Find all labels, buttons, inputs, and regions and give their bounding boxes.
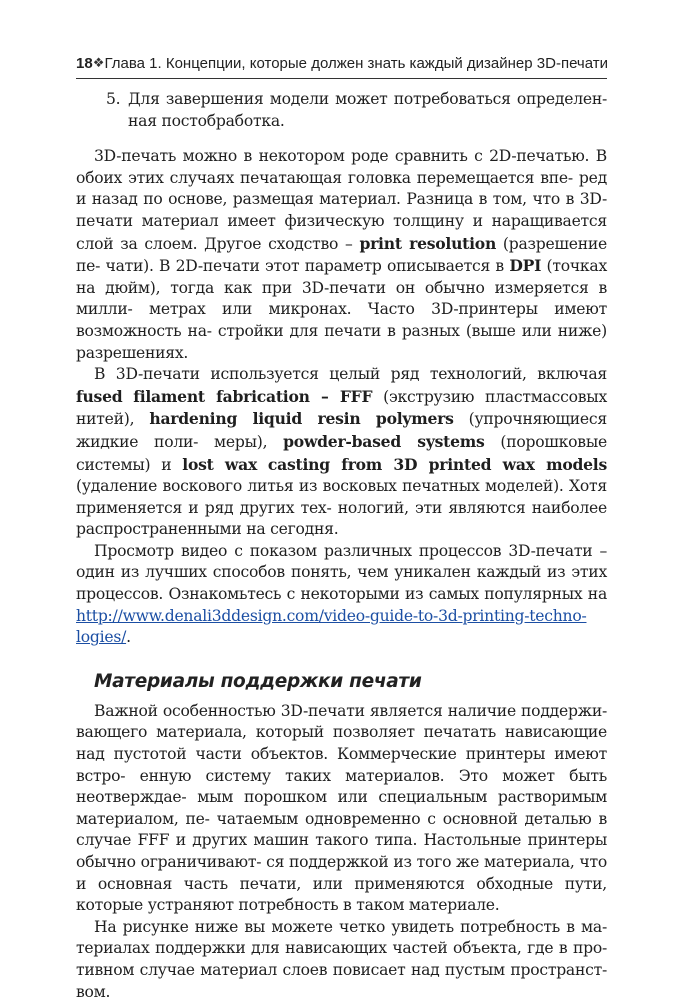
- term-resin-polymers: hardening liquid resin polymers: [149, 409, 454, 429]
- text-line: (экструзию пластмассовых нитей),: [76, 387, 607, 429]
- text-line: В 3D-печати используется целый ряд технологий, включая: [94, 365, 607, 384]
- text-line: дюйм), тогда как при 3D-печати он обычно измеряется в милли-: [76, 278, 607, 319]
- text-line: чатаемым одновременно с основной деталью в случае FFF и других: [76, 809, 607, 850]
- text-line: Просмотр видео с показом различных процессов 3D-печати –: [94, 541, 607, 560]
- text-line: ная постобработка.: [128, 111, 285, 130]
- text-line: процессов. Ознакомьтесь с некоторыми из самых популярных на: [76, 585, 607, 604]
- text-line: слой за слоем. Другое сходство –: [76, 234, 353, 253]
- section-heading: Материалы поддержки печати: [94, 670, 422, 692]
- text-line: мым порошком или специальным растворимым материалом, пе-: [76, 788, 607, 828]
- text-line: один из лучших способов понять, чем уникален каждый из этих: [76, 563, 607, 582]
- text-line: стройки для печати в разных (выше или ниже) разрешениях.: [76, 321, 607, 362]
- list-item-text: [128, 89, 607, 132]
- text-line: 3D-печать можно в некотором роде сравнить с 2D-печатью.: [94, 147, 590, 166]
- text-line: чати). В 2D-печати этот параметр описывается в: [105, 257, 504, 276]
- chapter-title: Глава 1. Концепции, которые должен знать каждый дизайнер 3D-печати: [104, 54, 608, 72]
- term-lost-wax: lost wax: [182, 454, 257, 474]
- text-line: Важной особенностью 3D-печати является наличие поддержи-: [94, 701, 607, 720]
- text-line: (разрешение пе-: [76, 234, 607, 276]
- list-item: [106, 89, 607, 132]
- paragraph-video: [76, 541, 607, 649]
- page-body: [76, 89, 607, 1003]
- text-line: восковых печатных моделей). Хотя применяется и ряд других тех-: [76, 477, 607, 517]
- text-line: метрах или микронах. Часто 3D-принтеры имеют возможность на-: [76, 300, 607, 340]
- text-line: .: [126, 628, 131, 647]
- term-print-resolution: print resolution: [359, 233, 497, 253]
- text-line: В обоих этих случаях печатающая головка перемещается впе-: [76, 147, 607, 187]
- header-rule: [76, 78, 607, 79]
- text-line: (упрочняющиеся жидкие поли-: [76, 410, 607, 451]
- term-powder-based: powder-based systems: [283, 431, 485, 451]
- text-line: или применяются обходные пути, которые устраняют потребность: [76, 874, 607, 915]
- paragraph-support-materials: [76, 701, 607, 917]
- text-line: нологий, эти являются наиболее распространенными на сегодня.: [76, 498, 607, 539]
- text-line: (точках на: [76, 257, 607, 297]
- text-line: (порошковые системы) и: [76, 432, 607, 474]
- ornament-icon: ❖: [92, 55, 105, 70]
- text-line: териалах поддержки для нависающих частей объекта, где в про-: [76, 939, 607, 958]
- term-lost-wax: casting from 3D printed wax models: [267, 454, 607, 474]
- paragraph-technologies: [76, 364, 607, 541]
- text-line: меры),: [214, 432, 268, 451]
- term-dpi: DPI: [509, 256, 542, 276]
- video-guide-link[interactable]: http://www.denali3ddesign.com/video-guide-to-3d-printing-techno-: [76, 606, 587, 625]
- page-number: 18: [76, 54, 93, 72]
- text-line: 3D-печати материал имеет физическую толщину и наращивается: [76, 190, 607, 230]
- text-line: енную систему таких материалов. Это может быть неотверждае-: [76, 766, 607, 807]
- paragraph-print-comparison: [76, 146, 607, 364]
- running-header: [76, 52, 608, 74]
- text-line: в таком материале.: [343, 896, 500, 915]
- list-item-number: 5.: [106, 90, 121, 108]
- text-line: тивном случае материал слоев повисает над пустым пространст-: [76, 960, 607, 979]
- term-fff: fused: [76, 386, 123, 406]
- text-line: На рисунке ниже вы можете четко увидеть потребность в ма-: [94, 917, 607, 936]
- text-line: машин такого типа. Настольные принтеры обычно ограничивают-: [76, 831, 607, 871]
- paragraph-figure-intro: [76, 917, 607, 1003]
- text-line: пустотой части объектов. Коммерческие принтеры имеют встро-: [76, 745, 607, 785]
- term-fff: filament fabrication – FFF: [133, 386, 373, 406]
- text-line: вом.: [76, 982, 111, 1001]
- text-line: ред и назад по основе, размещая материал. Разница в том, что в: [76, 168, 607, 209]
- text-line: ся поддержкой из того же материала, что и основная часть печати,: [76, 853, 607, 893]
- text-line: Для завершения модели может потребоваться определен-: [128, 90, 607, 108]
- text-line: вающего материала, который позволяет печатать нависающие над: [76, 723, 607, 764]
- text-line: (удаление воскового литья из: [76, 477, 318, 496]
- video-guide-link-cont[interactable]: logies/: [76, 628, 127, 647]
